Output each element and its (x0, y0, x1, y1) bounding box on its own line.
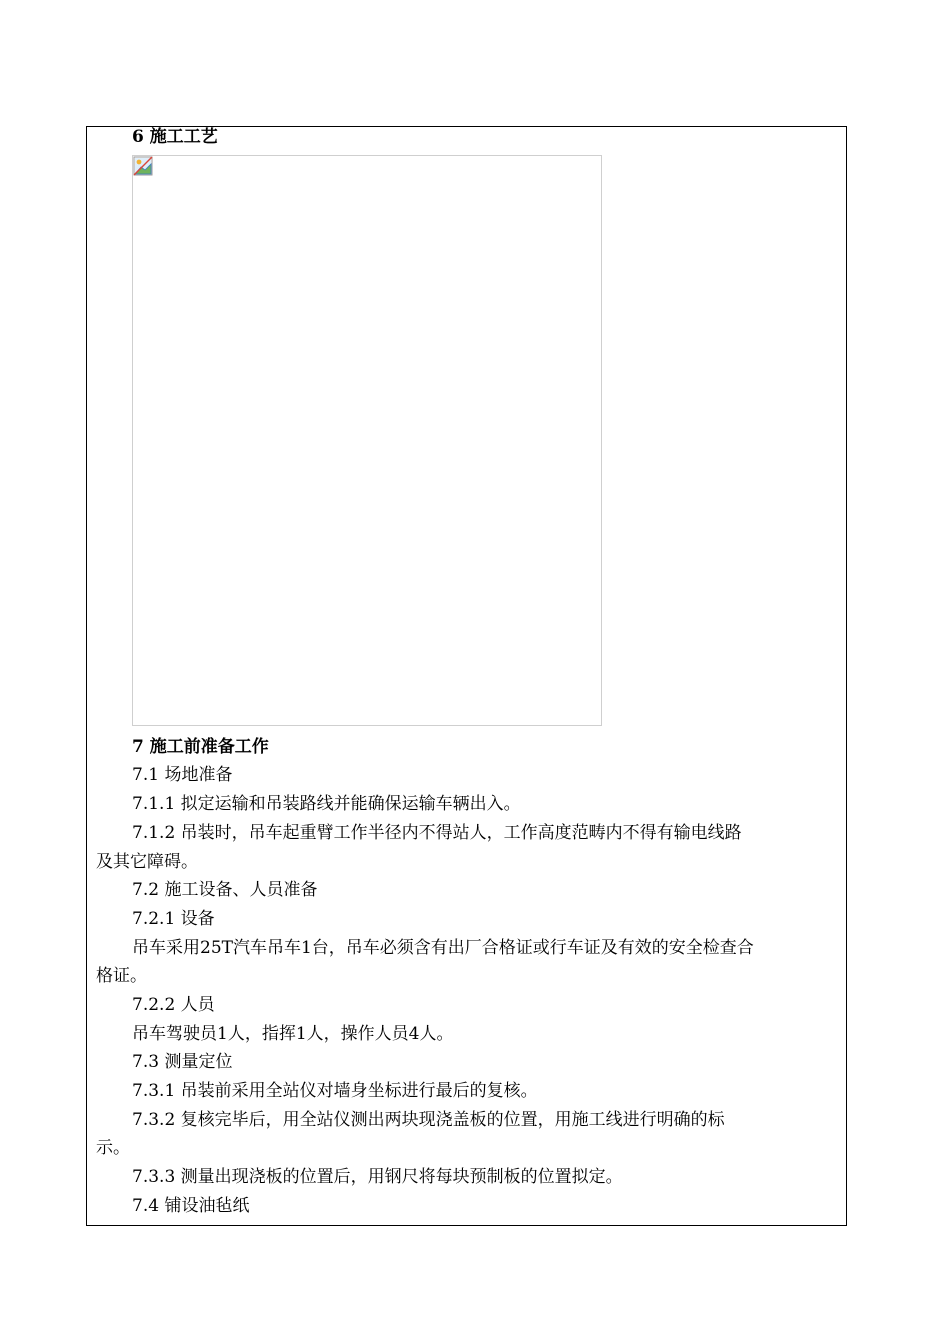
section-6-heading: 6 施工工艺 (132, 127, 218, 147)
paragraph-line: 7.2.1 设备 (132, 909, 215, 929)
paragraph-line: 及其它障碍。 (96, 852, 198, 872)
paragraph-line: 7.3.1 吊装前采用全站仪对墙身坐标进行最后的复核。 (132, 1081, 538, 1101)
paragraph-line: 7.4 铺设油毡纸 (132, 1196, 250, 1216)
paragraph-line: 7.1.2 吊装时，吊车起重臂工作半径内不得站人，工作高度范畴内不得有输电线路 (132, 823, 742, 843)
broken-image-icon (133, 156, 153, 176)
paragraph-line: 7.3.2 复核完毕后，用全站仪测出两块现浇盖板的位置，用施工线进行明确的标 (132, 1110, 725, 1130)
paragraph-line: 7.3.3 测量出现浇板的位置后，用钢尺将每块预制板的位置拟定。 (132, 1167, 623, 1187)
figure-placeholder (132, 155, 602, 726)
paragraph-line: 7.3 测量定位 (132, 1052, 233, 1072)
paragraph-line: 7.1 场地准备 (132, 765, 233, 785)
paragraph-line: 示。 (96, 1138, 130, 1158)
paragraph-line: 格证。 (96, 966, 147, 986)
section-7-heading: 7 施工前准备工作 (132, 737, 269, 757)
paragraph-line: 7.2.2 人员 (132, 995, 215, 1015)
paragraph-line: 吊车驾驶员1人，指挥1人，操作人员4人。 (132, 1024, 454, 1044)
paragraph-line: 7.1.1 拟定运输和吊装路线并能确保运输车辆出入。 (132, 794, 521, 814)
paragraph-line: 7.2 施工设备、人员准备 (132, 880, 318, 900)
paragraph-line: 吊车采用25T汽车吊车1台，吊车必须含有出厂合格证或行车证及有效的安全检查合 (132, 938, 754, 958)
